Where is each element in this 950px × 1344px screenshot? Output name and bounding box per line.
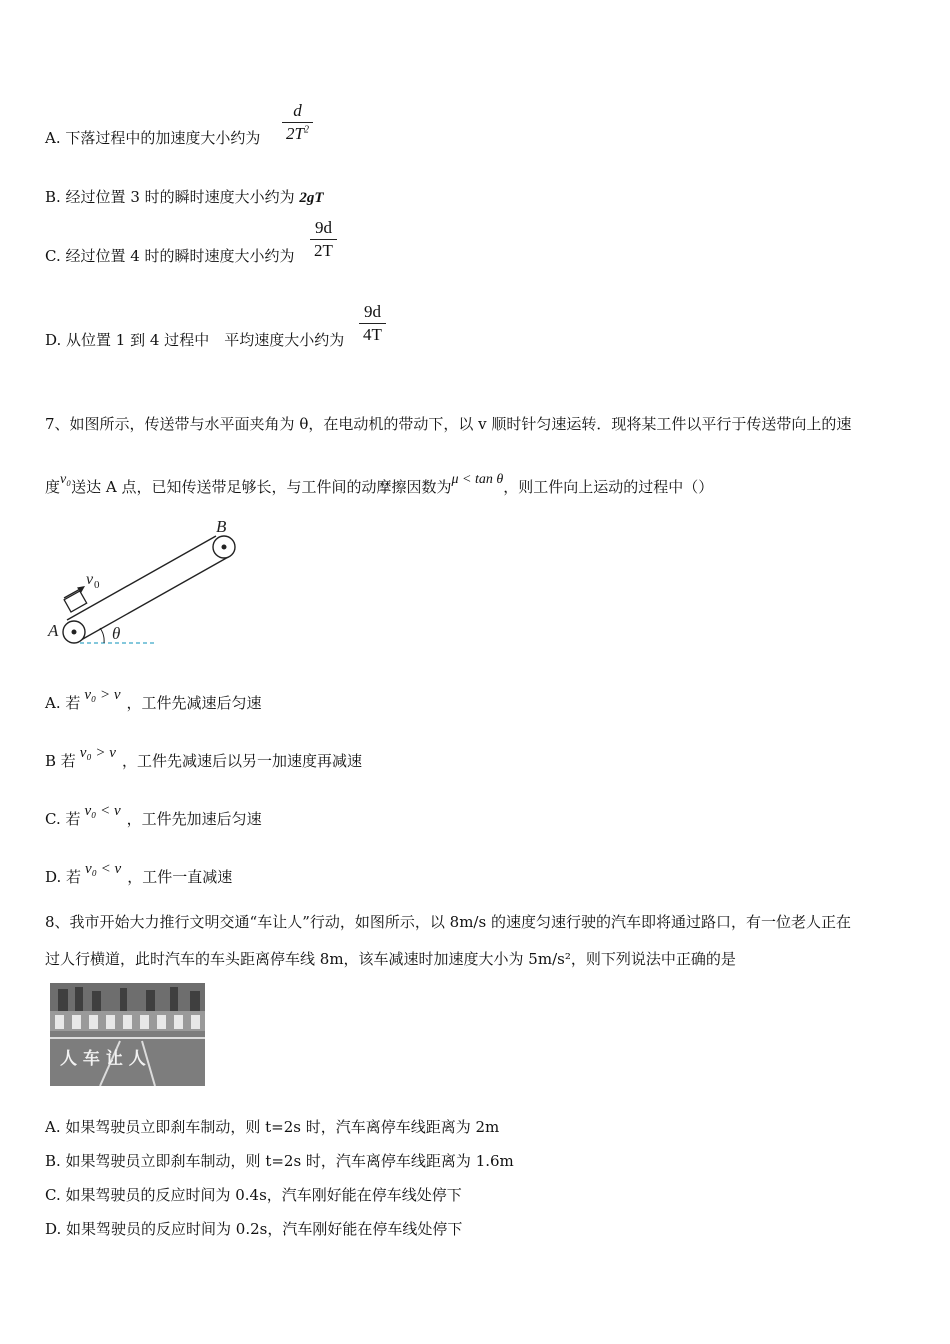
option-prefix: A. 若 [45, 694, 81, 712]
q7-stem-part-a: 度 [45, 478, 61, 496]
photo-road-text: 人 车 让 人 [60, 1049, 146, 1069]
option-condition: v₀ > v [79, 745, 116, 761]
label-v0-subscript: 0 [94, 579, 100, 591]
q6-option-b-value: 2gT [299, 190, 324, 206]
fraction-numerator: d [293, 101, 302, 120]
option-text: ，工件先减速后以另一加速度再减速 [121, 752, 362, 770]
option-text: ，工件一直减速 [127, 868, 233, 886]
q7-v0-symbol: v₀ [60, 472, 72, 487]
pulley-a-axle [72, 630, 77, 635]
option-text: ，工件先减速后匀速 [126, 694, 262, 712]
q6-option-d-text: D. 从位置 1 到 4 过程中 平均速度大小约为 [45, 331, 345, 349]
q6-option-c [45, 245, 295, 266]
fraction-denominator: 2T [314, 241, 333, 260]
den-exponent: 2 [303, 124, 309, 136]
q6-option-c-text: C. 经过位置 4 时的瞬时速度大小约为 [45, 247, 295, 265]
pulley-b-axle [222, 545, 227, 550]
label-b: B [216, 517, 227, 536]
q6-option-d [45, 329, 344, 350]
q7-stem-line-1: 7、如图所示，传送带与水平面夹角为 θ，在电动机的带动下，以 v 顺时针匀速运转．现将某工件以平行于传送带向上的速 [45, 415, 852, 433]
q6-option-b [45, 186, 324, 207]
q6-option-a [45, 127, 260, 148]
q6-option-a-text: A. 下落过程中的加速度大小约为 [45, 129, 261, 147]
label-v0: v [86, 571, 94, 588]
label-theta: θ [112, 624, 121, 643]
q6-option-c-fraction [310, 218, 337, 261]
q7-stem-part-c: ，则工件向上运动的过程中（） [503, 478, 714, 496]
q7-stem-part-b: 送达 A 点，已知传送带足够长，与工件间的动摩擦因数为 [71, 478, 452, 496]
q7-stem-line-2 [45, 472, 714, 497]
den-base: 2T [286, 124, 304, 143]
q7-option-b [45, 745, 362, 771]
fraction-denominator: 4T [363, 325, 382, 344]
crosswalk-photo [50, 983, 205, 1086]
option-text: ，工件先加速后匀速 [126, 810, 262, 828]
belt-lower-edge [81, 556, 230, 640]
option-prefix: B 若 [45, 752, 76, 770]
q7-option-a [45, 687, 262, 713]
q8-option-b: B. 如果驾驶员立即刹车制动，则 t=2s 时，汽车离停车线距离为 1.6m [45, 1152, 514, 1170]
q8-stem-line-2: 过人行横道，此时汽车的车头距离停车线 8m，该车减速时加速度大小为 5m/s²，则下列说法中正确的是 [45, 950, 736, 968]
fraction-bar [282, 122, 313, 123]
option-condition: v₀ < v [84, 803, 121, 819]
fraction-denominator [282, 124, 313, 144]
q8-option-a: A. 如果驾驶员立即刹车制动，则 t=2s 时，汽车离停车线距离为 2m [45, 1118, 500, 1136]
q6-option-a-fraction [282, 101, 313, 144]
q7-option-d [45, 861, 233, 887]
label-a: A [48, 621, 59, 640]
q6-option-b-text: B. 经过位置 3 时的瞬时速度大小约为 [45, 188, 300, 206]
option-condition: v₀ > v [84, 687, 121, 703]
fraction-bar [359, 323, 386, 324]
fraction-bar [310, 239, 337, 240]
fraction-numerator: 9d [314, 218, 332, 237]
q8-option-c: C. 如果驾驶员的反应时间为 0.4s，汽车刚好能在停车线处停下 [45, 1186, 462, 1204]
q8-stem-line-1: 8、我市开始大力推行文明交通“车让人”行动，如图所示，以 8m/s 的速度匀速行驶的汽车即将通过路口，有一位老人正在 [45, 913, 851, 931]
fraction-numerator: 9d [363, 302, 381, 321]
q6-option-d-fraction [359, 302, 386, 345]
option-prefix: D. 若 [45, 868, 82, 886]
angle-arc [100, 628, 104, 643]
q7-mu-condition: μ < tan θ [451, 472, 504, 487]
q8-option-d: D. 如果驾驶员的反应时间为 0.2s，汽车刚好能在停车线处停下 [45, 1220, 463, 1238]
q7-option-c [45, 803, 262, 829]
option-condition: v₀ < v [85, 861, 122, 877]
workpiece-block [64, 591, 87, 612]
option-prefix: C. 若 [45, 810, 81, 828]
conveyor-belt-diagram [40, 512, 250, 652]
